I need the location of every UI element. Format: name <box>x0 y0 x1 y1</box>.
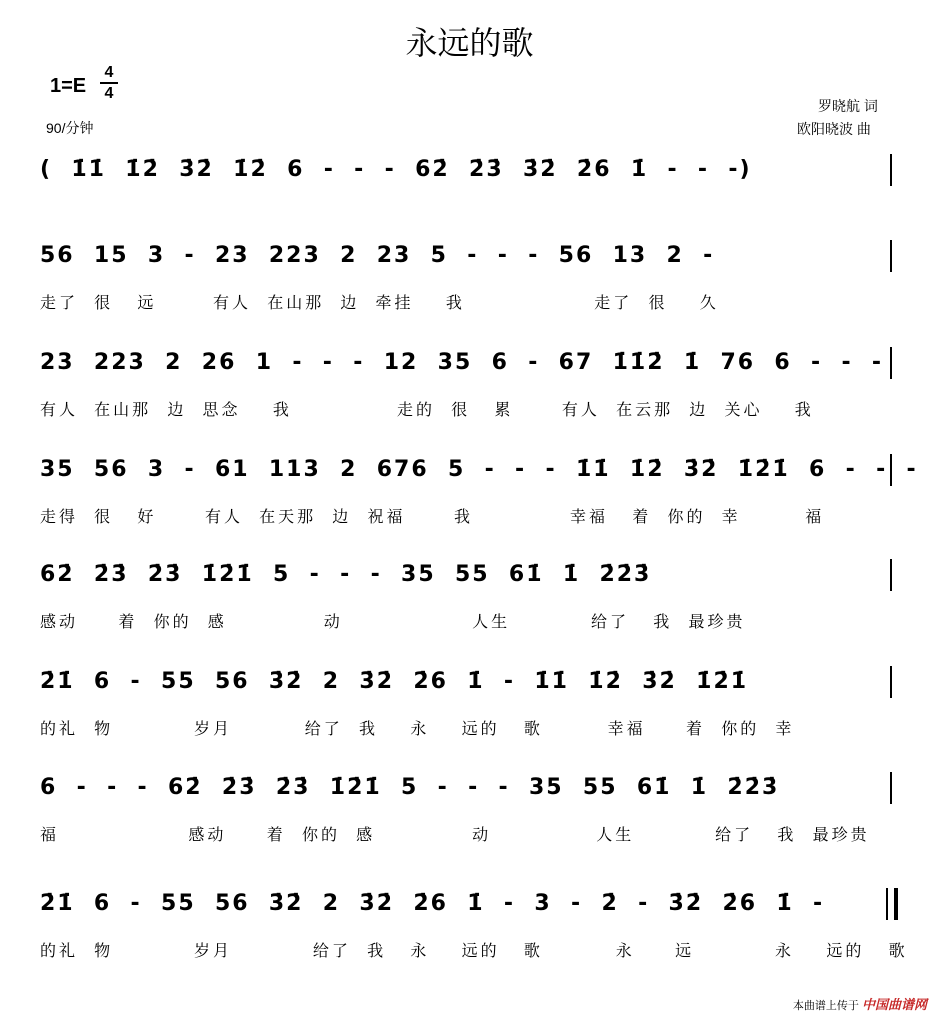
lyrics-line: 感动 着 你的 感 动 人生 给了 我 最珍贵 <box>40 612 746 631</box>
lyrics-line: 有人 在山那 边 思念 我 走的 很 累 有人 在云那 边 关心 我 <box>40 400 814 419</box>
barline <box>890 559 892 591</box>
lyrics-line <box>40 202 900 232</box>
song-title: 永远的歌 <box>405 24 534 62</box>
notes-line: 2̇1̇ 6 - 55 56 3̇2̇ 2 3̇2̇ 2̇6 1̇ - 1̇1̇ 1̇2̇ 3̇2̇ 1̇2̇1̇ <box>40 669 749 694</box>
barline <box>890 347 892 379</box>
score-row <box>40 555 900 650</box>
notes-line: 6 - - - 62̇ 2̇3̇ 2̇3̇ 1̇2̇1̇ 5 - - - 35 55 61̇ 1̇ 2̇2̇3̇ <box>40 775 780 800</box>
time-signature-divider <box>100 82 118 84</box>
lyrics-line: 福 感动 着 你的 感 动 人生 给了 我 最珍贵 <box>40 825 870 844</box>
lyrics-line: 走得 很 好 有人 在天那 边 祝福 我 幸福 着 你的 幸 福 <box>40 507 825 526</box>
barline <box>890 154 892 186</box>
tempo: 90/分钟 <box>46 120 94 136</box>
time-signature-top: 4 <box>104 64 114 81</box>
notes-line: 23 223 2 26 1 - - - 12 35 6 - 67 1̇1̇2̇ 1̇ 76 6 - - - <box>40 350 884 375</box>
score-row <box>40 884 908 979</box>
score-row <box>40 343 900 438</box>
score-row <box>40 450 918 545</box>
footer-prefix: 本曲谱上传于 <box>792 1000 859 1012</box>
score-row <box>40 150 900 245</box>
score-row <box>40 768 900 863</box>
lyrics-line: 的礼 物 岁月 给了 我 永 远的 歌 永 远 永 远的 歌 <box>40 941 908 960</box>
lyrics-line: 的礼 物 岁月 给了 我 永 远的 歌 幸福 着 你的 幸 <box>40 719 795 738</box>
time-signature-bottom: 4 <box>104 85 114 102</box>
notes-line: 56 15 3 - 23 223 2 23 5 - - - 56 13 2 - <box>40 243 715 268</box>
notes-line: 35 56 3 - 61 113 2 676 5 - - - 1̇1̇ 1̇2̇ 3̇2̇ 1̇2̇1̇ 6 - - - <box>40 457 918 482</box>
barline <box>890 666 892 698</box>
final-barline <box>886 888 898 920</box>
key-signature: 1=E <box>50 75 87 97</box>
lyrics-line: 走了 很 远 有人 在山那 边 牵挂 我 走了 很 久 <box>40 293 719 312</box>
time-signature <box>100 64 118 102</box>
footer <box>793 994 927 1013</box>
barline <box>890 454 892 486</box>
barline <box>890 772 892 804</box>
composer: 欧阳晓波 曲 <box>797 121 871 137</box>
lyricist: 罗晓航 词 <box>818 98 878 114</box>
score-row <box>40 236 900 331</box>
notes-line: 2̇1̇ 6 - 55 56 3̇2̇ 2 3̇2̇ 2̇6 1̇ - 3 - 2̇ - 3̇2̇ 2̇6 1̇ - <box>40 891 825 916</box>
score-row <box>40 662 900 757</box>
site-logo[interactable]: 中国曲谱网 <box>861 997 927 1012</box>
barline <box>890 240 892 272</box>
notes-line: ( 1̇1̇ 1̇2̇ 3̇2̇ 1̇2̇ 6 - - - 62̇ 2̇3̇ 3̇2̇ 2̇6 1̇ - - -) <box>40 157 752 182</box>
notes-line: 62̇ 2̇3̇ 2̇3̇ 1̇2̇1̇ 5 - - - 35 55 61̇ 1̇ 2̇2̇3̇ <box>40 562 652 587</box>
